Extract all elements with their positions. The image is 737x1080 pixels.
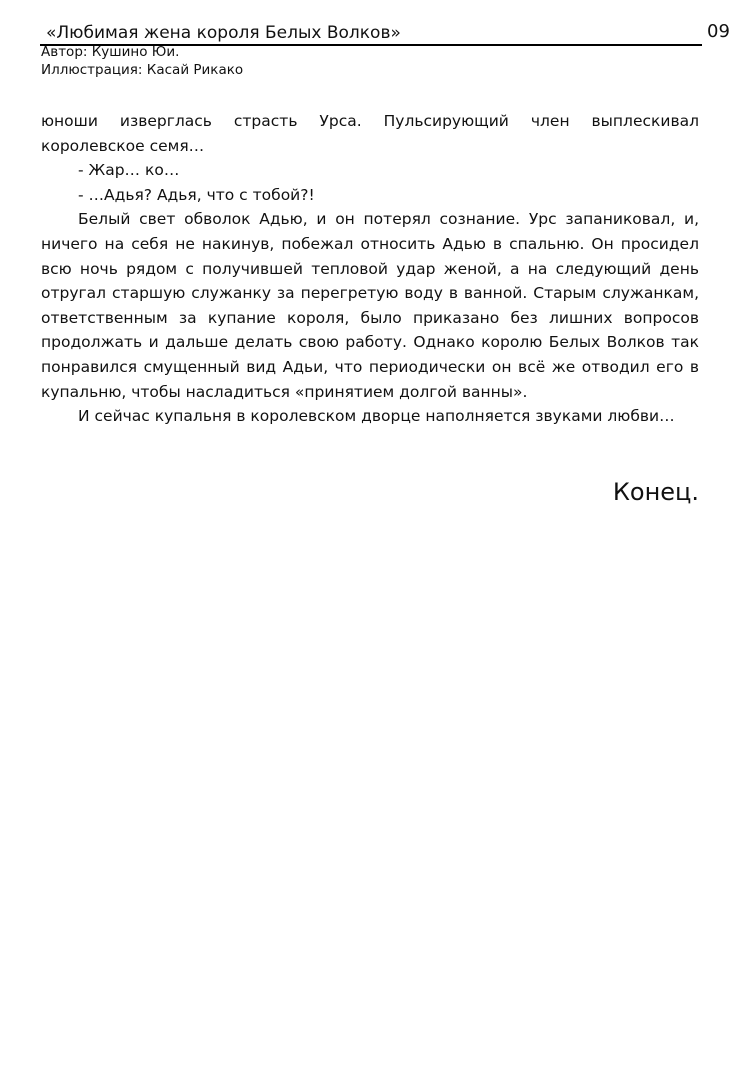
paragraph: И сейчас купальня в королевском дворце наполняется звуками любви… [78,407,675,426]
book-title: «Любимая жена короля Белых Волков» [46,23,401,43]
page-number: 09 [707,21,730,42]
page-header [40,22,702,46]
author-line: Автор: Кушино Юи. [41,44,180,60]
paragraph: Белый свет обволок Адью, и он потерял сознание. Урс запаниковал, и, ничего на себя не накинув, побежал относить Адью в спальню. Он просидел всю ночь рядом с получившей тепловой удар женой, а на следующий день отругал старшую служанку за перегретую воду в ванной. Старым служанкам, ответственным за купание короля, было приказано без лишних вопросов продолжать и дальше делать свою работу. Однако королю Белых Волков так понравился смущенный вид Адьи, что периодически он всё же отводил его в купальню, чтобы насладиться «принятием долгой ванны». [41,210,699,401]
story-text [41,109,699,429]
paragraph: юноши изверглась страсть Урса. Пульсирующий член выплескивал королевское семя… [41,112,699,155]
ending-text: Конец. [612,478,699,506]
illustration-credit: Иллюстрация: Касай Рикако [41,62,244,78]
dialogue-line: - Жар… ко… [78,161,180,180]
dialogue-line: - …Адья? Адья, что с тобой?! [78,185,315,204]
